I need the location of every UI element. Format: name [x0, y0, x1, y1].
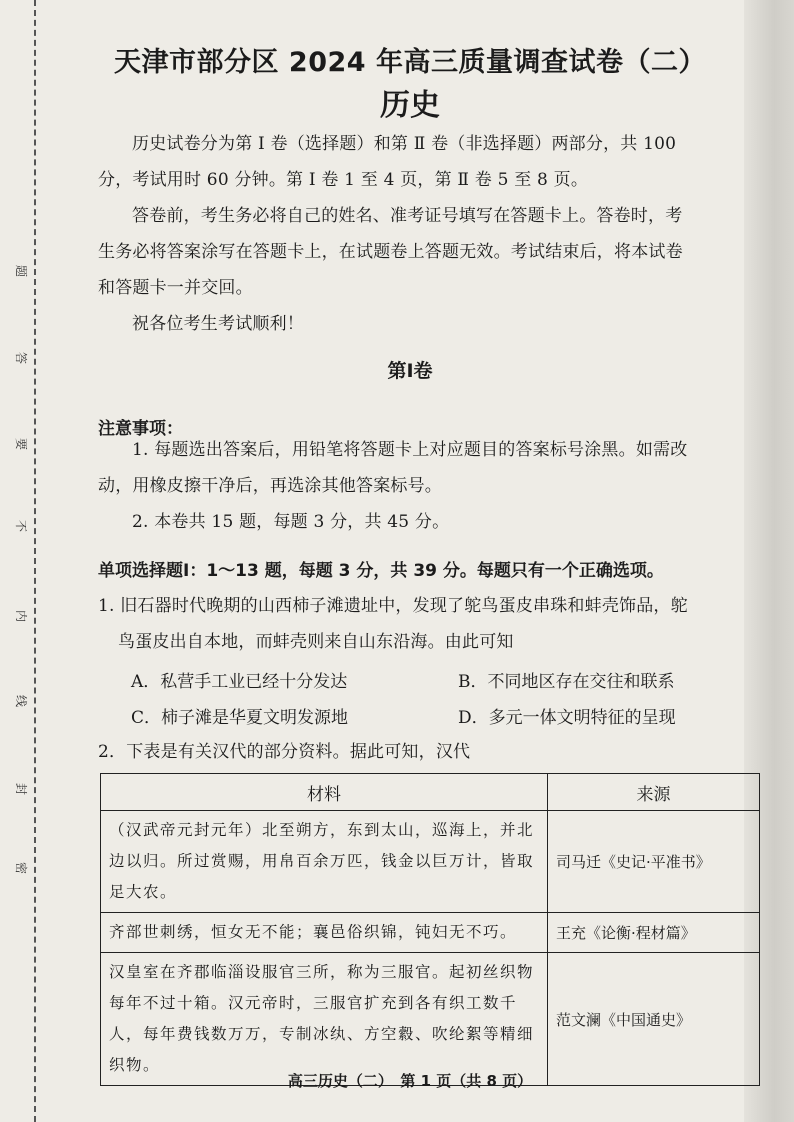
notes	[98, 432, 743, 540]
table-header-row	[101, 774, 760, 811]
intro-line: 和答题卡一并交回。	[98, 278, 253, 298]
source-cell: 王充《论衡·程材篇》	[548, 913, 760, 953]
question-2-stem: 2．下表是有关汉代的部分资料。据此可知，汉代	[98, 742, 471, 762]
table-row	[101, 913, 760, 953]
q1-option-b[interactable]: B．不同地区存在交往和联系	[458, 672, 675, 692]
binding-margin	[0, 0, 40, 1122]
notes-heading: 注意事项：	[98, 419, 183, 439]
exam-title: 天津市部分区 2024 年高三质量调查试卷（二）	[114, 47, 706, 78]
binding-char: 不	[14, 519, 28, 532]
intro-line: 分，考试用时 60 分钟。第 Ⅰ 卷 1 至 4 页，第 Ⅱ 卷 5 至 8 页。	[98, 170, 589, 190]
q1-option-a[interactable]: A．私营手工业已经十分发达	[131, 672, 348, 692]
note-line: 2. 本卷共 15 题，每题 3 分，共 45 分。	[132, 512, 450, 532]
material-cell: 汉皇室在齐郡临淄设服官三所，称为三服官。起初丝织物每年不过十箱。汉元帝时，三服官扩充到各有织工数千人，每年费钱数万万，专制冰纨、方空縠、吹纶絮等精细织物。	[101, 953, 548, 1086]
binding-char: 答	[14, 351, 28, 364]
question-1-stem: 1. 旧石器时代晚期的山西柿子滩遗址中，发现了鸵鸟蛋皮串珠和蚌壳饰品，鸵	[98, 596, 688, 616]
intro-line: 答卷前，考生务必将自己的姓名、准考证号填写在答题卡上。答卷时，考	[132, 206, 683, 226]
intro-line: 生务必将答案涂写在答题卡上，在试题卷上答题无效。考试结束后，将本试卷	[98, 242, 683, 262]
materials-table	[100, 773, 760, 1086]
good-luck-line: 祝各位考生考试顺利！	[132, 314, 304, 334]
binding-char: 题	[14, 264, 28, 277]
question-1	[98, 588, 743, 660]
question-1-stem: 鸟蛋皮出自本地，而蚌壳则来自山东沿海。由此可知	[118, 632, 514, 652]
note-line: 1. 每题选出答案后，用铅笔将答题卡上对应题目的答案标号涂黑。如需改	[132, 440, 688, 460]
binding-char: 密	[14, 861, 28, 874]
binding-char: 要	[14, 437, 28, 450]
page-footer: 高三历史（二） 第 1 页（共 8 页）	[287, 1072, 533, 1090]
material-cell: （汉武帝元封元年）北至朔方，东到太山，巡海上，并北边以归。所过赏赐，用帛百余万匹，钱金以巨万计，皆取足大农。	[101, 811, 548, 913]
volume-title: 第Ⅰ卷	[387, 360, 433, 382]
q1-option-c[interactable]: C．柿子滩是华夏文明发源地	[131, 708, 349, 728]
section-heading: 单项选择题Ⅰ：1～13 题，每题 3 分，共 39 分。每题只有一个正确选项。	[98, 561, 664, 581]
binding-char: 封	[14, 782, 28, 795]
subject-title: 历史	[380, 88, 440, 123]
source-cell: 范文澜《中国通史》	[548, 953, 760, 1086]
table-row	[101, 811, 760, 913]
column-header-material: 材料	[101, 774, 548, 811]
note-line: 动，用橡皮擦干净后，再选涂其他答案标号。	[98, 476, 442, 496]
column-header-source: 来源	[548, 774, 760, 811]
q1-option-d[interactable]: D．多元一体文明特征的呈现	[458, 708, 676, 728]
intro-line: 历史试卷分为第 Ⅰ 卷（选择题）和第 Ⅱ 卷（非选择题）两部分，共 100	[132, 134, 677, 154]
binding-char: 内	[14, 609, 28, 622]
material-cell: 齐部世刺绣，恒女无不能；襄邑俗织锦，钝妇无不巧。	[101, 913, 548, 953]
instructions	[98, 126, 743, 342]
table-row	[101, 953, 760, 1086]
seal-line	[34, 0, 36, 1122]
source-cell: 司马迁《史记·平准书》	[548, 811, 760, 913]
binding-char: 线	[14, 694, 28, 707]
